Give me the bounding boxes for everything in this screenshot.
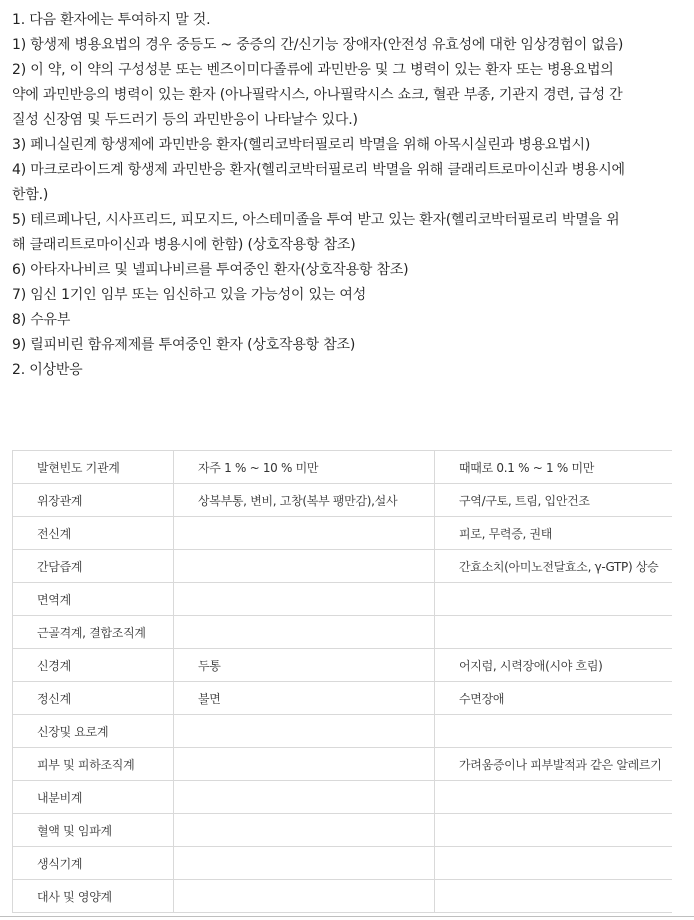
common-frequency-cell bbox=[174, 715, 435, 748]
organ-system-cell: 근골격계, 결합조직계 bbox=[13, 616, 174, 649]
contraindication-item: 6) 아타자나비르 및 넬피나비르를 투여중인 환자(상호작용항 참조) bbox=[12, 262, 409, 278]
table-row bbox=[13, 649, 673, 682]
occasional-frequency-cell bbox=[435, 847, 673, 880]
organ-system-cell: 정신계 bbox=[13, 682, 174, 715]
occasional-frequency-cell bbox=[435, 880, 673, 913]
page-bottom-divider bbox=[0, 916, 694, 917]
common-frequency-cell bbox=[174, 583, 435, 616]
header-cell: 때때로 0.1 % ~ 1 % 미만 bbox=[435, 451, 673, 484]
header-cell: 발현빈도 기관계 bbox=[13, 451, 174, 484]
occasional-frequency-cell: 어지럼, 시력장애(시야 흐림) bbox=[435, 649, 673, 682]
common-frequency-cell bbox=[174, 880, 435, 913]
section-heading: 2. 이상반응 bbox=[12, 362, 83, 378]
table-row bbox=[13, 814, 673, 847]
occasional-frequency-cell bbox=[435, 583, 673, 616]
contraindication-item: 2) 이 약, 이 약의 구성성분 또는 벤즈이미다졸류에 과민반응 및 그 병력이 있는 환자 또는 병용요법의 bbox=[12, 62, 614, 78]
contraindication-item: 8) 수유부 bbox=[12, 312, 71, 328]
common-frequency-cell bbox=[174, 616, 435, 649]
table-row bbox=[13, 715, 673, 748]
occasional-frequency-cell: 피로, 무력증, 권태 bbox=[435, 517, 673, 550]
table-row bbox=[13, 781, 673, 814]
table-row bbox=[13, 880, 673, 913]
contraindication-item-continued: 약에 과민반응의 병력이 있는 환자 (아나필락시스, 아나필락시스 쇼크, 혈관 부종, 기관지 경련, 급성 간 bbox=[12, 87, 623, 103]
common-frequency-cell: 두통 bbox=[174, 649, 435, 682]
table-row bbox=[13, 583, 673, 616]
common-frequency-cell bbox=[174, 814, 435, 847]
organ-system-cell: 신장및 요로계 bbox=[13, 715, 174, 748]
contraindication-item-continued: 질성 신장염 및 두드러기 등의 과민반응이 나타날수 있다.) bbox=[12, 112, 358, 128]
organ-system-cell: 면역계 bbox=[13, 583, 174, 616]
table-header-row bbox=[13, 451, 673, 484]
table-row bbox=[13, 748, 673, 781]
common-frequency-cell: 상복부통, 변비, 고창(복부 팽만감),설사 bbox=[174, 484, 435, 517]
table-row bbox=[13, 682, 673, 715]
organ-system-cell: 내분비계 bbox=[13, 781, 174, 814]
occasional-frequency-cell: 간효소치(아미노전달효소, γ-GTP) 상승 bbox=[435, 550, 673, 583]
document-body bbox=[12, 8, 688, 383]
organ-system-cell: 혈액 및 임파계 bbox=[13, 814, 174, 847]
occasional-frequency-cell bbox=[435, 616, 673, 649]
common-frequency-cell bbox=[174, 847, 435, 880]
organ-system-cell: 대사 및 영양계 bbox=[13, 880, 174, 913]
organ-system-cell: 전신계 bbox=[13, 517, 174, 550]
adverse-reaction-table-container bbox=[12, 450, 672, 913]
table-row bbox=[13, 517, 673, 550]
contraindication-item-continued: 한함.) bbox=[12, 187, 49, 203]
common-frequency-cell bbox=[174, 517, 435, 550]
contraindication-item: 1) 항생제 병용요법의 경우 중등도 ~ 중증의 간/신기능 장애자(안전성 유효성에 대한 임상경험이 없음) bbox=[12, 37, 624, 53]
organ-system-cell: 간담즙계 bbox=[13, 550, 174, 583]
contraindication-item: 4) 마크로라이드계 항생제 과민반응 환자(헬리코박터필로리 박멸을 위해 클래리트로마이신과 병용시에 bbox=[12, 162, 625, 178]
occasional-frequency-cell bbox=[435, 781, 673, 814]
adverse-reaction-table bbox=[12, 450, 672, 913]
common-frequency-cell bbox=[174, 748, 435, 781]
header-cell: 자주 1 % ~ 10 % 미만 bbox=[174, 451, 435, 484]
table-row bbox=[13, 484, 673, 517]
contraindication-item: 5) 테르페나딘, 시사프리드, 피모지드, 아스테미졸을 투여 받고 있는 환자(헬리코박터필로리 박멸을 위 bbox=[12, 212, 620, 228]
section-heading: 1. 다음 환자에는 투여하지 말 것. bbox=[12, 12, 211, 28]
occasional-frequency-cell bbox=[435, 715, 673, 748]
organ-system-cell: 위장관계 bbox=[13, 484, 174, 517]
table-row bbox=[13, 847, 673, 880]
contraindication-item: 3) 페니실린계 항생제에 과민반응 환자(헬리코박터필로리 박멸을 위해 아목시실린과 병용요법시) bbox=[12, 137, 591, 153]
organ-system-cell: 신경계 bbox=[13, 649, 174, 682]
occasional-frequency-cell: 가려움증이나 피부발적과 같은 알레르기 bbox=[435, 748, 673, 781]
contraindication-item: 7) 임신 1기인 임부 또는 임신하고 있을 가능성이 있는 여성 bbox=[12, 287, 367, 303]
common-frequency-cell bbox=[174, 781, 435, 814]
table-row bbox=[13, 550, 673, 583]
table-row bbox=[13, 616, 673, 649]
occasional-frequency-cell: 수면장애 bbox=[435, 682, 673, 715]
contraindication-item: 9) 릴피비린 함유제제를 투여중인 환자 (상호작용항 참조) bbox=[12, 337, 356, 353]
organ-system-cell: 피부 및 피하조직계 bbox=[13, 748, 174, 781]
occasional-frequency-cell: 구역/구토, 트림, 입안건조 bbox=[435, 484, 673, 517]
common-frequency-cell: 불면 bbox=[174, 682, 435, 715]
contraindication-item-continued: 해 클래리트로마이신과 병용시에 한함) (상호작용항 참조) bbox=[12, 237, 356, 253]
occasional-frequency-cell bbox=[435, 814, 673, 847]
organ-system-cell: 생식기계 bbox=[13, 847, 174, 880]
common-frequency-cell bbox=[174, 550, 435, 583]
